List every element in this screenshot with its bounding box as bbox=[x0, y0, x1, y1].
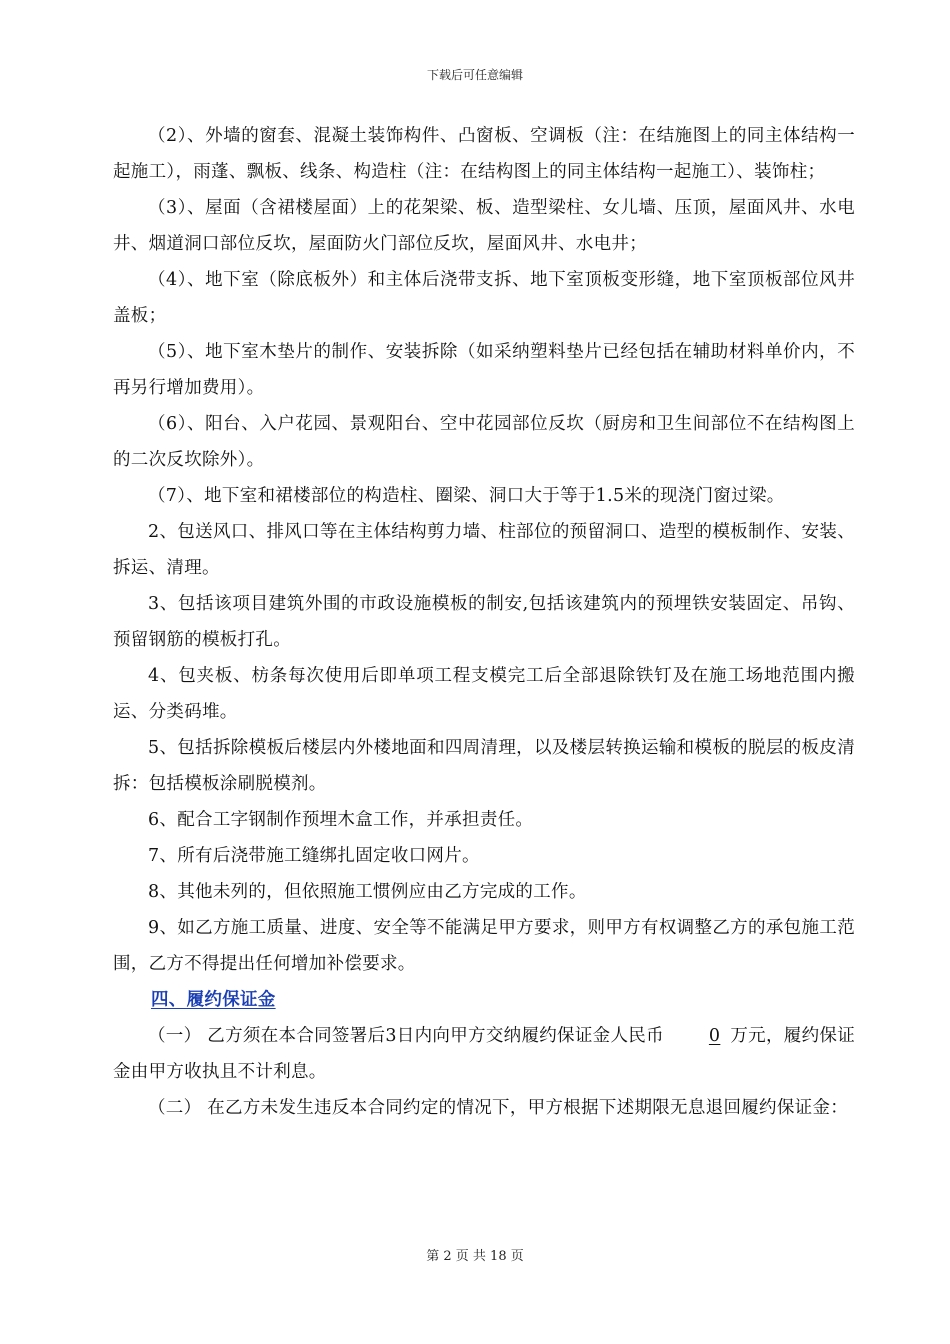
item-2-vents: 2、包送风口、排风口等在主体结构剪力墙、柱部位的预留洞口、造型的模板制作、安装、拆运、清理。 bbox=[113, 522, 855, 578]
page-header: 下载后可任意编辑 bbox=[426, 68, 523, 82]
clause-7-beams: （7）、地下室和裙楼部位的构造柱、圈梁、洞口大于等于1.5米的现浇门窗过梁。 bbox=[148, 486, 785, 506]
item-8-other: 8、其他未列的，但依照施工惯例应由乙方完成的工作。 bbox=[148, 882, 587, 902]
deposit-clause-1-after: 万元，履约保证金由甲方收执且不计利息。 bbox=[113, 1026, 855, 1082]
page-footer: 第 2 页 共 18 页 bbox=[426, 1249, 524, 1264]
document-body bbox=[113, 118, 855, 1126]
clause-4-basement: （4）、地下室（除底板外）和主体后浇带支拆、地下室顶板变形缝，地下室顶板部位风井盖板； bbox=[113, 270, 855, 326]
item-9-scope: 9、如乙方施工质量、进度、安全等不能满足甲方要求，则甲方有权调整乙方的承包施工范围，乙方不得提出任何增加补偿要求。 bbox=[113, 918, 855, 974]
section-heading-deposit: 四、履约保证金 bbox=[151, 990, 276, 1010]
clause-5-basement-pads: （5）、地下室木垫片的制作、安装拆除（如采纳塑料垫片已经包括在辅助材料单价内，不再另行增加费用）。 bbox=[113, 342, 855, 398]
item-7-joints: 7、所有后浇带施工缝绑扎固定收口网片。 bbox=[148, 846, 480, 866]
item-4-boards: 4、包夹板、枋条每次使用后即单项工程支模完工后全部退除铁钉及在施工场地范围内搬运、分类码堆。 bbox=[113, 666, 855, 722]
clause-3-roof: （3）、屋面（含裙楼屋面）上的花架梁、板、造型梁柱、女儿墙、压顶，屋面风井、水电井、烟道洞口部位反坎，屋面防火门部位反坎，屋面风井、水电井； bbox=[113, 198, 855, 254]
clause-6-balcony: （6）、阳台、入户花园、景观阳台、空中花园部位反坎（厨房和卫生间部位不在结构图上的二次反坎除外）。 bbox=[113, 414, 855, 470]
deposit-clause-2: （二） 在乙方未发生违反本合同约定的情况下，甲方根据下述期限无息退回履约保证金： bbox=[148, 1098, 849, 1118]
item-6-steel: 6、配合工字钢制作预埋木盒工作，并承担责任。 bbox=[148, 810, 534, 830]
deposit-clause-1-before: （一） 乙方须在本合同签署后3日内向甲方交纳履约保证金人民币 bbox=[148, 1026, 664, 1046]
clause-2-exterior-walls: （2）、外墙的窗套、混凝土装饰构件、凸窗板、空调板（注：在结施图上的同主体结构一起施工），雨蓬、飘板、线条、构造柱（注：在结构图上的同主体结构一起施工）、装饰柱； bbox=[113, 126, 855, 182]
item-5-cleanup: 5、包括拆除模板后楼层内外楼地面和四周清理，以及楼层转换运输和模板的脱层的板皮清拆：包括模板涂刷脱模剂。 bbox=[113, 738, 855, 794]
item-3-municipal: 3、包括该项目建筑外围的市政设施模板的制安,包括该建筑内的预埋铁安装固定、吊钩、预留钢筋的模板打孔。 bbox=[113, 594, 855, 650]
deposit-clause-1 bbox=[113, 1018, 855, 1090]
deposit-amount-blank: 0 bbox=[708, 1026, 721, 1046]
